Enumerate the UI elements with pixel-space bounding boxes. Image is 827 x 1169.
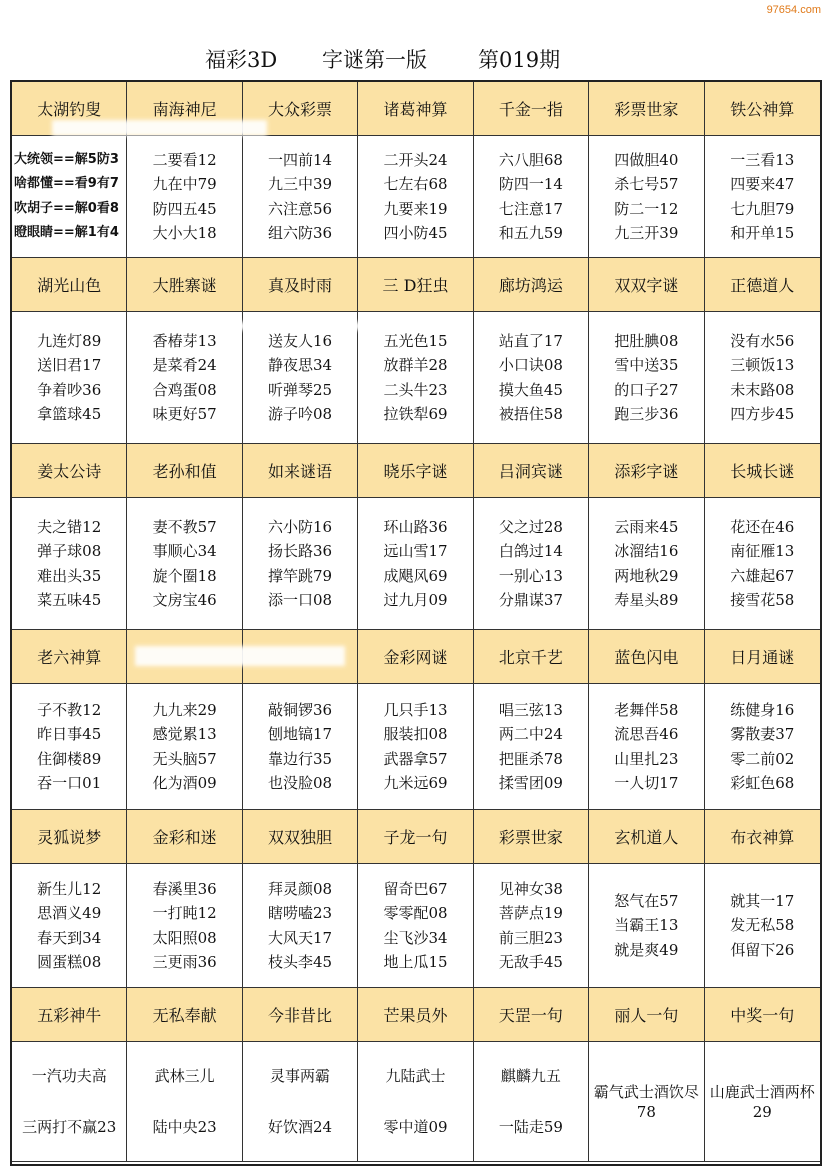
riddle-line: 站直了17 [498, 331, 563, 350]
expert-name: 丽人一句 [614, 1006, 679, 1025]
riddle-line: 太阳照08 [152, 928, 217, 947]
expert-name-cell [358, 630, 473, 684]
expert-name-cell [705, 988, 820, 1042]
riddle-line: 佴留下26 [730, 940, 795, 959]
expert-name: 吕洞宾谜 [498, 462, 563, 481]
expert-name: 蓝色闪电 [614, 648, 679, 667]
riddle-cell [474, 1042, 589, 1162]
riddle-line: 七九胆79 [730, 199, 795, 218]
expert-name-cell [589, 988, 704, 1042]
riddle-line: 九三开39 [614, 224, 679, 242]
riddle-line: 分鼎谋37 [498, 591, 563, 609]
riddle-line: 见神女38 [498, 879, 563, 898]
riddle-line: 妻不教57 [152, 517, 217, 536]
riddle-line: 无头脑57 [152, 749, 217, 768]
riddle-line: 三顿饭13 [730, 356, 795, 374]
riddle-line: 零零配08 [383, 904, 448, 922]
riddle-line: 味更好57 [152, 405, 217, 423]
expert-name: 天罡一句 [498, 1006, 563, 1025]
riddle-line: 靠边行35 [268, 749, 333, 768]
riddle-line: 啥都懂==看9有7 [14, 176, 119, 191]
expert-name-cell [12, 630, 127, 684]
riddle-line: 三更雨36 [152, 953, 217, 971]
riddle-cell [358, 684, 473, 810]
riddle-line: 敲铜锣36 [268, 700, 333, 719]
expert-name: 今非昔比 [268, 1006, 333, 1025]
riddle-line: 大小大18 [152, 224, 217, 242]
riddle-line: 花还在46 [730, 517, 795, 536]
riddle-cell [589, 498, 704, 630]
expert-name: 彩票世家 [498, 828, 563, 847]
riddle-line: 文房宝46 [152, 591, 217, 609]
riddle-cell [12, 136, 127, 258]
riddle-line: 寿星头89 [614, 591, 679, 609]
riddle-line: 远山雪17 [383, 542, 448, 560]
riddle-line: 组六防36 [268, 224, 333, 242]
riddle-line: 九要来19 [383, 199, 448, 218]
redaction-smudge [222, 322, 362, 330]
riddle-line: 武林三儿 [154, 1066, 215, 1085]
expert-name-cell [474, 82, 589, 136]
riddle-line: 大风天17 [268, 928, 333, 947]
expert-name-cell [474, 988, 589, 1042]
riddle-line: 听弹琴25 [268, 380, 333, 399]
expert-name: 湖光山色 [37, 276, 102, 295]
riddle-cell [474, 684, 589, 810]
riddle-table [10, 80, 822, 1166]
riddle-line: 昨日事45 [37, 725, 102, 743]
riddle-cell [12, 1042, 127, 1162]
riddle-cell [243, 498, 358, 630]
riddle-cell [705, 684, 820, 810]
riddle-line: 圆蛋糕08 [37, 953, 102, 971]
riddle-cell [705, 498, 820, 630]
riddle-line: 白鸽过14 [498, 542, 563, 560]
expert-name-cell [243, 810, 358, 864]
riddle-line: 的口子27 [614, 380, 679, 399]
riddle-cell [474, 498, 589, 630]
expert-name: 三 D狂虫 [382, 276, 449, 295]
riddle-line: 争着吵36 [37, 380, 102, 399]
riddle-line: 防四五45 [152, 199, 217, 218]
expert-name-cell [705, 82, 820, 136]
riddle-line: 六雄起67 [730, 566, 795, 585]
riddle-line: 南征雁13 [730, 542, 795, 560]
riddle-line: 九米远69 [383, 774, 448, 792]
riddle-line: 思酒义49 [37, 904, 102, 922]
riddle-line: 好饮酒24 [268, 1118, 333, 1137]
riddle-line: 接雪花58 [730, 591, 795, 609]
riddle-line: 一四前14 [268, 150, 333, 169]
riddle-cell [358, 498, 473, 630]
riddle-line: 被捂住58 [498, 405, 563, 423]
riddle-cell [243, 1042, 358, 1162]
riddle-line: 杀七号57 [614, 175, 679, 193]
riddle-line: 地上瓜15 [383, 953, 448, 971]
riddle-line: 枝头李45 [268, 953, 333, 971]
riddle-line: 未末路08 [730, 380, 795, 399]
riddle-cell [127, 684, 242, 810]
riddle-line: 拉铁犁69 [383, 405, 448, 423]
expert-name-cell [474, 444, 589, 498]
riddle-line: 九陆武士 [385, 1066, 446, 1085]
expert-name-cell [12, 810, 127, 864]
riddle-line: 九三中39 [268, 175, 333, 193]
site-watermark: 97654.com [766, 4, 821, 16]
expert-name-cell [358, 988, 473, 1042]
riddle-line: 父之过28 [498, 517, 563, 536]
riddle-line: 三两打不赢23 [22, 1118, 117, 1137]
riddle-line: 练健身16 [730, 700, 795, 719]
expert-name: 五彩神牛 [37, 1006, 102, 1025]
expert-name: 北京千艺 [498, 648, 563, 667]
expert-name: 诸葛神算 [383, 100, 448, 119]
expert-name: 无私奉献 [152, 1006, 217, 1025]
riddle-line: 二要看12 [152, 150, 217, 169]
riddle-line: 拿篮球45 [37, 405, 102, 423]
riddle-line: 撑竿跳79 [268, 566, 333, 585]
expert-name: 南海神尼 [152, 100, 217, 119]
riddle-cell [243, 684, 358, 810]
riddle-line: 春天到34 [37, 928, 102, 947]
expert-name: 添彩字谜 [614, 462, 679, 481]
riddle-line: 春溪里36 [152, 879, 217, 898]
expert-name: 晓乐字谜 [383, 462, 448, 481]
expert-name: 芒果员外 [383, 1006, 448, 1025]
expert-name-cell [474, 258, 589, 312]
riddle-line: 怒气在57 [614, 891, 679, 910]
riddle-cell [12, 498, 127, 630]
riddle-line: 一汽功夫高 [31, 1066, 107, 1085]
riddle-line: 合鸡蛋08 [152, 380, 217, 399]
riddle-line: 住御楼89 [37, 749, 102, 768]
riddle-cell [474, 312, 589, 444]
riddle-cell [358, 312, 473, 444]
riddle-line: 把匪杀78 [498, 749, 563, 768]
riddle-line: 九在中79 [152, 175, 217, 193]
riddle-line: 子不教12 [37, 700, 102, 719]
expert-name-cell [589, 630, 704, 684]
riddle-line: 一打盹12 [152, 904, 217, 922]
expert-name: 老六神算 [37, 648, 102, 667]
riddle-line: 也没脸08 [268, 774, 333, 792]
riddle-line: 跑三步36 [614, 405, 679, 423]
riddle-line: 成飓风69 [383, 566, 448, 585]
riddle-line: 四方步45 [730, 405, 795, 423]
expert-name: 灵狐说梦 [37, 828, 102, 847]
riddle-line: 就其一17 [730, 891, 795, 910]
riddle-line: 零二前02 [730, 749, 795, 768]
riddle-line: 和开单15 [730, 224, 795, 242]
riddle-line: 六小防16 [268, 517, 333, 536]
riddle-line: 前三胆23 [498, 928, 563, 947]
expert-name: 金彩网谜 [383, 648, 448, 667]
riddle-line: 一陆走59 [498, 1118, 563, 1137]
expert-name-cell [127, 258, 242, 312]
expert-name: 布衣神算 [730, 828, 795, 847]
expert-name: 老孙和值 [152, 462, 217, 481]
riddle-line: 扬长路36 [268, 542, 333, 560]
riddle-cell [705, 1042, 820, 1162]
riddle-line: 吹胡子==解0看8 [14, 200, 119, 216]
expert-name-cell [243, 258, 358, 312]
riddle-line: 两地秋29 [614, 566, 679, 585]
expert-name-cell [243, 988, 358, 1042]
riddle-cell [474, 136, 589, 258]
riddle-line: 七左右68 [383, 175, 448, 193]
expert-name: 中奖一句 [730, 1006, 795, 1025]
riddle-line: 事顺心34 [152, 542, 217, 560]
expert-name-cell [358, 82, 473, 136]
expert-name: 千金一指 [498, 100, 563, 119]
riddle-line: 小口诀08 [498, 356, 563, 374]
riddle-cell [358, 1042, 473, 1162]
expert-name-cell [705, 444, 820, 498]
riddle-line: 防二一12 [614, 199, 679, 218]
expert-name: 双双字谜 [614, 276, 679, 295]
riddle-cell [589, 684, 704, 810]
riddle-line: 武器拿57 [383, 749, 448, 768]
expert-name-cell [127, 444, 242, 498]
riddle-cell [474, 864, 589, 988]
riddle-line: 瞎唠嗑23 [268, 904, 333, 922]
riddle-line: 九九来29 [152, 700, 217, 719]
riddle-line: 没有水56 [730, 331, 795, 350]
riddle-cell [589, 864, 704, 988]
riddle-line: 留奇巴67 [383, 879, 448, 898]
riddle-cell [12, 864, 127, 988]
riddle-line: 发无私58 [730, 916, 795, 935]
riddle-line: 雪中送35 [614, 356, 679, 374]
riddle-cell [127, 136, 242, 258]
expert-name: 大胜寨谜 [152, 276, 217, 295]
riddle-cell [705, 312, 820, 444]
riddle-cell [243, 312, 358, 444]
riddle-cell [705, 864, 820, 988]
riddle-line: 老舞伴58 [614, 700, 679, 719]
riddle-line: 六注意56 [268, 199, 333, 218]
riddle-line: 七注意17 [498, 199, 563, 218]
riddle-line: 摸大鱼45 [498, 380, 563, 399]
riddle-line: 送旧君17 [37, 356, 102, 374]
expert-name-cell [358, 444, 473, 498]
expert-name: 日月通谜 [730, 648, 795, 667]
expert-name: 彩票世家 [614, 100, 679, 119]
riddle-line: 瞪眼睛==解1有4 [14, 225, 119, 240]
title-issue: 第019期 [478, 48, 561, 72]
riddle-line: 是菜肴24 [152, 356, 217, 374]
riddle-line: 刨地镐17 [268, 725, 333, 743]
riddle-cell [243, 136, 358, 258]
expert-name: 子龙一句 [383, 828, 448, 847]
expert-name: 如来谜语 [268, 462, 333, 481]
riddle-line: 和五九59 [498, 224, 563, 242]
riddle-line: 山里扎23 [614, 749, 679, 768]
riddle-line: 六八胆68 [498, 150, 563, 169]
riddle-line: 化为酒09 [152, 774, 217, 792]
riddle-cell [127, 498, 242, 630]
expert-name: 金彩和迷 [152, 828, 217, 847]
riddle-line: 流思吾46 [614, 725, 679, 743]
riddle-line: 一三看13 [730, 150, 795, 169]
riddle-line: 四要来47 [730, 175, 795, 193]
riddle-line: 当霸王13 [614, 916, 679, 935]
riddle-line: 难出头35 [37, 566, 102, 585]
riddle-cell [127, 864, 242, 988]
riddle-line: 夫之错12 [37, 517, 102, 536]
riddle-line: 雾散妻37 [730, 725, 795, 743]
expert-name-cell [12, 444, 127, 498]
riddle-line: 一别心13 [498, 566, 563, 585]
riddle-cell [358, 136, 473, 258]
riddle-cell [127, 312, 242, 444]
expert-name: 双双独胆 [268, 828, 333, 847]
riddle-line: 弹子球08 [37, 542, 102, 560]
expert-name-cell [705, 810, 820, 864]
expert-name-cell [474, 810, 589, 864]
riddle-line: 二开头24 [383, 150, 448, 169]
expert-name: 正德道人 [730, 276, 795, 295]
riddle-line: 菜五味45 [37, 591, 102, 609]
riddle-line: 感觉累13 [152, 725, 217, 743]
riddle-line: 五光色15 [383, 331, 448, 350]
expert-name-cell [127, 988, 242, 1042]
riddle-line: 云雨来45 [614, 517, 679, 536]
riddle-cell [589, 1042, 704, 1162]
riddle-line: 揉雪团09 [498, 774, 563, 792]
expert-name: 铁公神算 [730, 100, 795, 119]
expert-name-cell [589, 444, 704, 498]
riddle-line: 麒麟九五 [500, 1066, 561, 1085]
riddle-line: 无敌手45 [498, 953, 563, 971]
expert-name-cell [358, 258, 473, 312]
expert-name-cell [127, 810, 242, 864]
expert-name: 太湖钓叟 [37, 100, 102, 119]
expert-name: 廊坊鸿运 [498, 276, 563, 295]
expert-name-cell [705, 258, 820, 312]
riddle-line: 过九月09 [383, 591, 448, 609]
expert-name-cell [589, 810, 704, 864]
expert-name: 姜太公诗 [37, 462, 102, 481]
riddle-cell [358, 864, 473, 988]
expert-name-cell [705, 630, 820, 684]
riddle-line: 陆中央23 [152, 1118, 217, 1137]
riddle-line: 防四一14 [498, 175, 563, 193]
redaction-smudge [52, 120, 267, 136]
expert-name-cell [589, 258, 704, 312]
riddle-line: 几只手13 [383, 700, 448, 719]
riddle-line: 山鹿武士酒两杯29 [709, 1082, 815, 1121]
riddle-line: 新生儿12 [37, 879, 102, 898]
title-brand: 福彩3D [205, 48, 278, 72]
expert-name: 玄机道人 [614, 828, 679, 847]
riddle-line: 添一口08 [268, 591, 333, 609]
riddle-line: 一人切17 [614, 774, 679, 792]
expert-name-cell [243, 444, 358, 498]
riddle-line: 就是爽49 [614, 940, 679, 959]
riddle-cell [705, 136, 820, 258]
expert-name: 长城长谜 [730, 462, 795, 481]
riddle-line: 灵事两霸 [270, 1066, 331, 1085]
riddle-line: 尘飞沙34 [383, 928, 448, 947]
riddle-line: 四小防45 [383, 224, 448, 242]
riddle-line: 静夜思34 [268, 356, 333, 374]
riddle-line: 唱三弦13 [498, 700, 563, 719]
expert-name: 大众彩票 [268, 100, 333, 119]
riddle-line: 服装扣08 [383, 725, 448, 743]
riddle-cell [243, 864, 358, 988]
riddle-line: 香椿芽13 [152, 331, 217, 350]
riddle-line: 大统领==解5防3 [14, 151, 119, 167]
expert-name: 真及时雨 [268, 276, 333, 295]
expert-name-cell [12, 988, 127, 1042]
riddle-line: 拜灵颜08 [268, 879, 333, 898]
riddle-cell [589, 312, 704, 444]
riddle-line: 游子吟08 [268, 405, 333, 423]
riddle-cell [12, 684, 127, 810]
riddle-line: 二头牛23 [383, 380, 448, 399]
riddle-line: 送友人16 [268, 331, 333, 350]
riddle-line: 菩萨点19 [498, 904, 563, 922]
riddle-line: 九连灯89 [37, 331, 102, 350]
riddle-line: 吞一口01 [37, 774, 102, 792]
riddle-cell [589, 136, 704, 258]
riddle-line: 四做胆40 [614, 150, 679, 169]
riddle-line: 把肚腆08 [614, 331, 679, 350]
expert-name-cell [12, 258, 127, 312]
riddle-cell [127, 1042, 242, 1162]
riddle-line: 两二中24 [498, 725, 563, 743]
riddle-line: 放群羊28 [383, 356, 448, 374]
riddle-line: 零中道09 [383, 1118, 448, 1137]
riddle-line: 冰溜结16 [614, 542, 679, 560]
redaction-smudge [135, 646, 345, 666]
riddle-line: 环山路36 [383, 517, 448, 536]
expert-name-cell [358, 810, 473, 864]
expert-name-cell [474, 630, 589, 684]
riddle-cell [12, 312, 127, 444]
page-title [0, 44, 827, 76]
riddle-line: 霸气武士酒饮尽78 [593, 1082, 699, 1121]
expert-name-cell [589, 82, 704, 136]
riddle-line: 旋个圈18 [152, 566, 217, 585]
title-name: 字谜第一版 [322, 48, 427, 72]
riddle-line: 彩虹色68 [730, 774, 795, 792]
